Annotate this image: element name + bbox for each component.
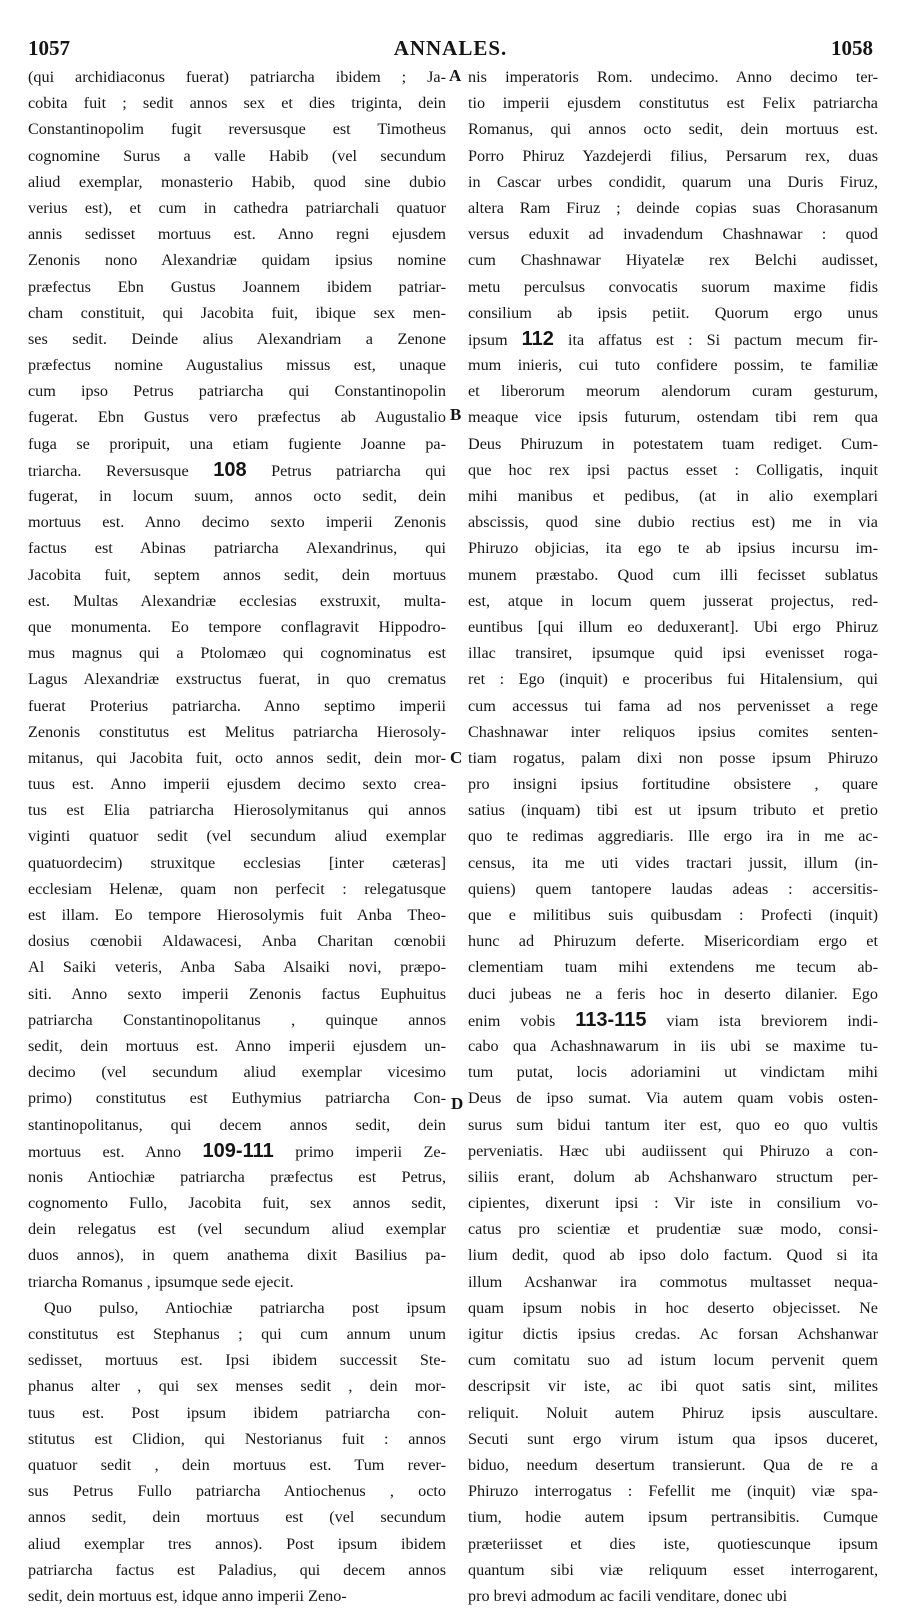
- text-line: cobita fuit ; sedit annos sex et dies triginta, dein: [28, 94, 446, 113]
- text-line: euntibus [qui illum eo deduxerant]. Ubi ergo Phiruz: [468, 617, 878, 636]
- text-line: quiens) quem tantopere laudas adeas : accersitis-: [468, 879, 878, 898]
- left-column: [28, 64, 446, 1609]
- running-title: ANNALES.: [393, 36, 508, 60]
- text-line: quatuor sedit , dein mortuus est. Tum rever-: [28, 1455, 446, 1474]
- margin-letter-b: B: [450, 405, 462, 424]
- section-number: 109-111: [202, 1139, 274, 1162]
- text-line: ret : Ego (inquit) e proceribus fui Hitalensium, qui: [468, 670, 878, 689]
- text-line: in Cascar urbes condidit, quarum una Duris Firuz,: [468, 172, 878, 191]
- text-line: ecclesiam Helenæ, quam non perfecit : relegatusque: [28, 879, 446, 898]
- text-line: annos sedit, dein mortuus est (vel secundum: [28, 1508, 446, 1527]
- text-line: mum inieris, cui tuto confidere possim, te familiæ: [468, 356, 878, 375]
- text-line: dosius cœnobii Aldawacesi, Anba Charitan cœnobii: [28, 932, 446, 951]
- text-line: catus pro scientiæ et prudentiæ suæ modo, consi-: [468, 1220, 878, 1239]
- text-line: Lagus Alexandriæ exstructus fuerat, in quo crematus: [28, 670, 446, 689]
- text-line: metu perculsus convocatis suorum maxime fidis: [468, 277, 878, 296]
- text-line: mus magnus qui a Ptolomæo qui cognominatus est: [28, 644, 446, 663]
- text-line: phanus alter , qui sex menses sedit , dein mor-: [28, 1377, 446, 1396]
- text-line: præfectus nomine Augustalius missus est, unaque: [28, 356, 446, 375]
- running-header: [28, 36, 873, 62]
- text-line: consilium ab ipsis petiit. Quorum ergo unus: [468, 303, 878, 322]
- text-line: nonis Antiochiæ patriarcha præfectus est Petrus,: [28, 1167, 446, 1186]
- text-line: siti. Anno sexto imperii Zenonis factus Euphuitus: [28, 984, 446, 1003]
- text-line: mitanus, qui Jacobita fuit, octo annos sedit, dein mor-: [28, 748, 446, 767]
- text-line: cham constituit, qui Jacobita fuit, ibique sex men-: [28, 303, 446, 322]
- text-line: Constantinopolim fugit reversusque est Timotheus: [28, 120, 446, 139]
- text-line: nis imperatoris Rom. undecimo. Anno decimo ter-: [468, 68, 878, 86]
- text-line: cabo qua Achashnawarum in iis ubi se maxime tu-: [468, 1036, 878, 1055]
- text-line: Chashnawar inter reliquos ipsius comites senten-: [468, 722, 878, 741]
- text-line: que hoc rex ipsi pactus esset : Colligatis, inquit: [468, 460, 878, 479]
- text-line: illum Acshanwar ira commotus multasset nequa-: [468, 1272, 878, 1291]
- text-line: quam ipsum nobis in hoc deserto objecisset. Ne: [468, 1298, 878, 1317]
- text-line: que e militibus suis quibusdam : Profecti (inquit): [468, 906, 878, 924]
- text-line: triarcha Romanus , ipsumque sede ejecit.: [28, 1272, 294, 1291]
- text-line: mortuus est. Anno decimo sexto imperii Zenonis: [28, 513, 446, 532]
- section-number: 108: [213, 458, 247, 481]
- text-line: census, ita me uti vides tractari jussit, illum (in-: [468, 853, 878, 872]
- text-line: stantinopolitanus, qui decem annos sedit, dein: [28, 1115, 446, 1134]
- text-line: annis sedisset mortuus est. Anno regni ejusdem: [28, 225, 446, 244]
- text-line: est. Multas Alexandriæ ecclesias exstruxit, multa-: [28, 591, 446, 610]
- text-line: pro insigni ipsius fortitudine obsistere , quare: [468, 775, 878, 794]
- text-line: munem præstabo. Quod cum illi fecisset sublatus: [468, 565, 878, 584]
- text-line: satius (inquam) tibi est ut ipsum tributo et pretio: [468, 801, 878, 820]
- text-line: (qui archidiaconus fuerat) patriarcha ibidem ; Ja-: [28, 68, 446, 86]
- text-line: Phiruzo interrogatus : Fefellit me (inquit) viæ spa-: [468, 1482, 878, 1501]
- text-line: tium, hodie autem ipsum pertransibitis. Cumque: [468, 1508, 878, 1527]
- text-line: primo) constitutus est Euthymius patriarcha Con-: [28, 1089, 446, 1108]
- text-line: Al Saiki veteris, Anba Saba Alsaiki novi, præpo-: [28, 958, 446, 977]
- text-line: præfectus Ebn Gustus Joannem ibidem patriar-: [28, 277, 446, 296]
- page-number-right: 1058: [831, 36, 873, 60]
- text-line: hunc ad Phiruzum deferte. Misericordiam ergo et: [468, 932, 878, 951]
- text-line: Deus Phiruzum in potestatem tuam rediget. Cum-: [468, 434, 878, 453]
- text-line: fuga se proripuit, una etiam fugiente Joanne pa-: [28, 434, 446, 453]
- text-line: Deus de ipso sumat. Via autem quam vobis osten-: [468, 1089, 878, 1108]
- text-line: tio imperii ejusdem constitutus est Felix patriarcha: [468, 94, 878, 113]
- text-line: fugerat, in locum suum, annos octo sedit, dein: [28, 487, 446, 505]
- text-line: patriarcha factus est Paladius, qui decem annos: [28, 1560, 446, 1579]
- text-line: cum ipso Petrus patriarcha qui Constantinopolin: [28, 382, 446, 401]
- text-line: lium dedit, quod ab ipso dolo factum. Quod si ita: [468, 1246, 878, 1265]
- text-line: abscissis, quod sine dubio rectius est) me in via: [468, 513, 878, 532]
- text-line: cipientes, dixerunt ipsi : Vir iste in consilium vo-: [468, 1194, 878, 1213]
- text-line: cum comitatu suo ad istum locum pervenit quem: [468, 1351, 878, 1370]
- text-line: tuus est. Anno imperii ejusdem decimo sexto crea-: [28, 775, 446, 794]
- text-line: præteriisset et dies iste, quotiescunque ipsum: [468, 1534, 878, 1553]
- text-line: clementiam tuam mihi extendens me tecum ab-: [468, 958, 878, 977]
- text-line: Zenonis nono Alexandriæ quidam ipsius nomine: [28, 251, 446, 270]
- text-line: que monumenta. Eo tempore conflagravit Hippodro-: [28, 617, 446, 636]
- text-line: sus Petrus Fullo patriarcha Antiochenus , octo: [28, 1482, 446, 1501]
- text-line: tiam rogatus, palam dixi non posse ipsum Phiruzo: [468, 748, 878, 767]
- text-line: cognomento Fullo, Jacobita fuit, sex annos sedit,: [28, 1194, 446, 1213]
- text-line: triarcha. Reversusque 108 Petrus patriarcha qui: [28, 458, 446, 481]
- text-line: cum Chashnawar Hiyatelæ rex Belchi audisset,: [468, 251, 878, 270]
- text-line: igitur dictis ipsius credas. Ac forsan Achshanwar: [468, 1325, 878, 1343]
- text-line: tuus est. Post ipsum ibidem patriarcha con-: [28, 1403, 446, 1422]
- text-line: verius est), et cum in cathedra patriarchali quatuor: [28, 198, 446, 217]
- text-line: est, atque in locum quem jusserat projectus, red-: [468, 591, 878, 610]
- text-line: quatuordecim) struxitque ecclesias [inter cæteras]: [28, 853, 446, 872]
- text-line: pro brevi admodum ac facili venditare, donec ubi: [468, 1586, 788, 1605]
- text-line: ses sedit. Deinde alius Alexandriam a Zenone: [28, 329, 446, 348]
- text-line: enim vobis 113-115 viam ista breviorem indi-: [468, 1008, 878, 1031]
- text-line: reliquit. Noluit autem Phiruz ipsis auscultare.: [468, 1403, 878, 1422]
- right-column: [468, 64, 878, 1609]
- text-line: constitutus est Stephanus ; qui cum annum unum: [28, 1325, 446, 1343]
- text-line: cum accessus tui fama ad nos pervenisset a rege: [468, 696, 878, 715]
- text-line: Secuti sunt ergo virum istum qua ipsos duceret,: [468, 1429, 878, 1448]
- text-line: et liberorum meorum alendorum curam gesturum,: [468, 382, 878, 401]
- margin-letter-c: C: [450, 748, 463, 767]
- text-line: est illam. Eo tempore Hierosolymis fuit Anba Theo-: [28, 906, 446, 924]
- text-line: biduo, needum desertum transierunt. Qua de re a: [468, 1455, 878, 1474]
- text-line: meaque vice ipsis futurum, ostendam tibi rem qua: [468, 408, 878, 427]
- text-line: descripsit vir iste, ac ibi quot satis sint, milites: [468, 1377, 878, 1396]
- text-line: perveniatis. Hæc ubi audiissent qui Phiruzo a con-: [468, 1141, 878, 1160]
- text-line: quantum sibi viæ reliquum esset interrogarent,: [468, 1560, 878, 1579]
- text-line: dein relegatus est (vel secundum aliud exemplar: [28, 1220, 446, 1239]
- text-line: tum putat, locis adoriamini ut vindictam mihi: [468, 1063, 878, 1082]
- text-line: factus est Abinas patriarcha Alexandrinus, qui: [28, 539, 446, 558]
- text-line: Jacobita fuit, septem annos sedit, dein mortuus: [28, 565, 446, 584]
- text-line: duos annos), in quem anathema dixit Basilius pa-: [28, 1246, 446, 1265]
- text-line: sedit, dein mortuus est. Anno imperii ejusdem un-: [28, 1036, 446, 1055]
- text-line: aliud exemplar, monasterio Habib, quod sine dubio: [28, 172, 446, 191]
- text-line: cognomine Surus a valle Habib (vel secundum: [28, 146, 446, 165]
- text-line: fuerat Proterius patriarcha. Anno septimo imperii: [28, 696, 446, 715]
- text-line: fugerat. Ebn Gustus vero præfectus ab Augustalio: [28, 408, 446, 427]
- text-line: Porro Phiruz Yazdejerdi filius, Persarum rex, duas: [468, 146, 878, 165]
- text-line: mihi manibus et pedibus, (at in alio exemplari: [468, 487, 878, 505]
- text-line: patriarcha Constantinopolitanus , quinque annos: [28, 1010, 446, 1029]
- section-number: 112: [521, 327, 554, 350]
- text-line: illac transiret, ipsumque quid ipsi evenisset roga-: [468, 644, 878, 663]
- section-number: 113-115: [575, 1008, 647, 1031]
- text-line: siliis erant, dolum ab Achshanwaro structum per-: [468, 1167, 878, 1186]
- text-line: Phiruzo objicias, ita ego te ab ipsius incursu im-: [468, 539, 878, 558]
- text-line: sedisset, mortuus est. Ipsi ibidem successit Ste-: [28, 1351, 446, 1370]
- text-line: Quo pulso, Antiochiæ patriarcha post ipsum: [44, 1298, 446, 1317]
- text-line: surus sum bidui tantum iter est, quo eo quo vultis: [468, 1115, 878, 1134]
- text-line: decimo (vel secundum aliud exemplar vicesimo: [28, 1063, 446, 1082]
- page-number-left: 1057: [28, 36, 70, 60]
- text-line: ipsum 112 ita affatus est : Si pactum mecum fir-: [468, 327, 878, 350]
- text-line: Romanus, qui annos octo sedit, dein mortuus est.: [468, 120, 878, 139]
- margin-letter-a: A: [449, 66, 462, 85]
- text-line: sedit, dein mortuus est, idque anno imperii Zeno-: [28, 1586, 347, 1605]
- text-line: duci jubeas ne a feris hoc in deserto dilanier. Ego: [468, 984, 878, 1003]
- text-line: versus eduxit ad invadendum Chashnawar : quod: [468, 225, 878, 244]
- text-line: mortuus est. Anno 109-111 primo imperii Ze-: [28, 1139, 446, 1162]
- text-line: stitutus est Clidion, qui Nestorianus fuit : annos: [28, 1429, 446, 1448]
- text-line: altera Ram Firuz ; deinde copias suas Chorasanum: [468, 198, 878, 217]
- text-line: Zenonis constitutus est Melitus patriarcha Hierosoly-: [28, 722, 446, 741]
- text-line: aliud exemplar tres annos). Post ipsum ibidem: [28, 1534, 446, 1553]
- text-line: tus est Elia patriarcha Hierosolymitanus qui annos: [28, 801, 446, 820]
- text-line: viginti quatuor sedit (vel secundum aliud exemplar: [28, 827, 446, 846]
- text-line: quo te redimas aggrediaris. Ille ergo ira in me ac-: [468, 827, 878, 846]
- margin-letter-d: D: [451, 1094, 464, 1113]
